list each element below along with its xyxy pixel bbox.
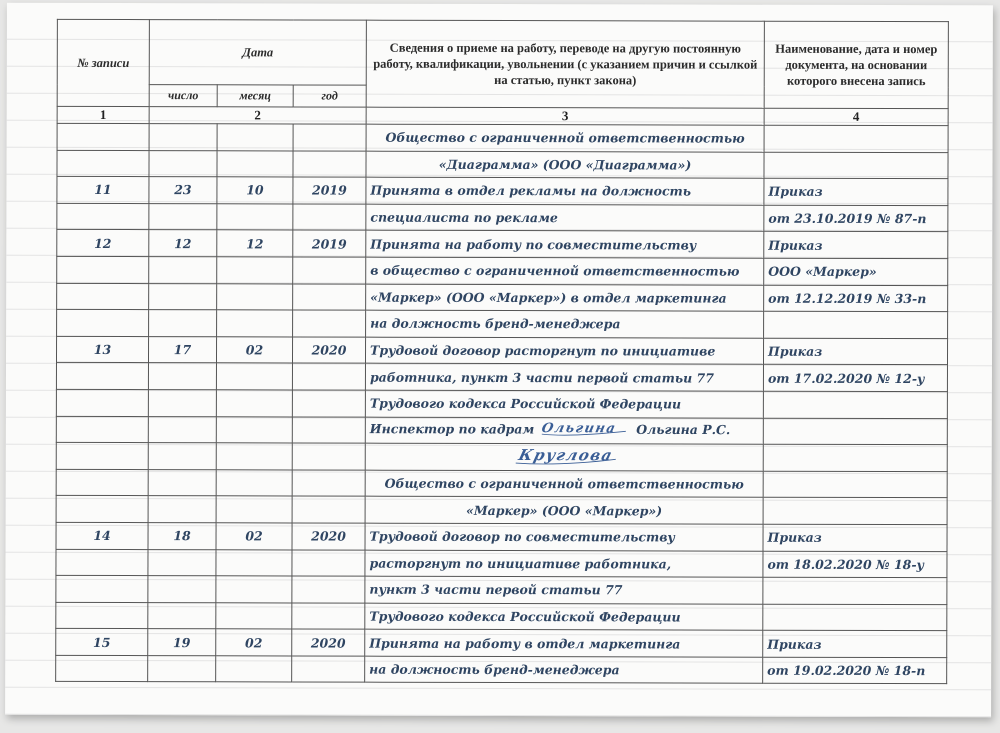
month-cell: 12 xyxy=(217,230,293,257)
table-row xyxy=(56,549,947,578)
table-row xyxy=(56,442,947,471)
header-info: Сведения о приеме на работу, переводе на другую постоянную работу, квалификации, увольнении (с указанием причин и ссылкой на статью, пункт закона) xyxy=(366,20,764,108)
entry-no-cell: 12 xyxy=(57,230,149,257)
entry-no-cell xyxy=(57,309,149,336)
table-row xyxy=(56,363,947,392)
col-number-4: 4 xyxy=(764,108,948,125)
month-cell: 02 xyxy=(216,629,292,656)
document-cell: Приказ xyxy=(763,630,947,657)
header-day: число xyxy=(149,85,217,107)
day-cell xyxy=(148,576,216,603)
day-cell xyxy=(149,203,217,230)
month-cell: 10 xyxy=(217,177,293,204)
work-book-page xyxy=(5,3,993,718)
year-cell xyxy=(293,204,366,231)
month-cell xyxy=(217,310,293,337)
table-row xyxy=(56,336,947,365)
handwritten-signature xyxy=(368,444,761,470)
entry-no-cell xyxy=(56,549,148,576)
table-row xyxy=(56,496,947,525)
table-row xyxy=(56,602,947,631)
day-cell xyxy=(149,257,217,284)
entry-no-cell: 11 xyxy=(57,177,149,204)
entry-no-cell xyxy=(56,602,148,629)
year-cell xyxy=(292,443,365,470)
info-cell: Трудовой договор расторгнут по инициативе xyxy=(365,337,763,365)
year-cell: 2019 xyxy=(293,177,366,204)
document-cell: от 23.10.2019 № 87-п xyxy=(764,205,948,232)
day-cell: 19 xyxy=(148,629,216,656)
header-month: месяц xyxy=(217,85,293,107)
info-cell: Принята на работу по совместительству xyxy=(366,231,764,259)
month-cell xyxy=(216,390,292,417)
col-number-1: 1 xyxy=(57,106,149,123)
day-cell xyxy=(149,150,217,177)
day-cell xyxy=(149,283,217,310)
month-cell xyxy=(216,602,292,629)
document-cell xyxy=(763,471,947,498)
day-cell xyxy=(148,416,216,443)
svg-text:Ольгина: Ольгина xyxy=(540,421,619,437)
year-cell xyxy=(293,284,366,311)
document-cell xyxy=(764,152,948,179)
entry-no-cell xyxy=(56,363,148,390)
entry-no-cell: 15 xyxy=(56,629,148,656)
entry-no-cell xyxy=(57,203,149,230)
info-cell: пункт 3 части первой статьи 77 xyxy=(365,576,763,604)
table-row xyxy=(57,256,948,285)
month-cell xyxy=(217,257,293,284)
document-cell xyxy=(764,311,948,338)
document-cell: Приказ xyxy=(763,524,947,551)
entry-no-cell xyxy=(56,655,148,682)
table-row xyxy=(56,522,947,551)
day-cell xyxy=(148,390,216,417)
document-cell xyxy=(763,418,947,445)
info-cell: расторгнут по инициативе работника, xyxy=(365,550,763,578)
table-row xyxy=(57,309,948,338)
document-cell: ООО «Маркер» xyxy=(764,258,948,285)
document-cell: от 17.02.2020 № 12-у xyxy=(763,365,947,392)
day-cell xyxy=(148,549,216,576)
entry-no-cell xyxy=(57,123,149,150)
info-cell: в общество с ограниченной ответственностью xyxy=(366,257,764,285)
day-cell xyxy=(149,124,217,151)
table-row xyxy=(56,575,947,604)
info-cell: Общество с ограниченной ответственностью xyxy=(366,124,764,152)
year-cell xyxy=(293,257,366,284)
day-cell xyxy=(148,655,216,682)
svg-text:Круглова: Круглова xyxy=(516,446,615,465)
info-cell: специалиста по рекламе xyxy=(366,204,764,232)
month-cell xyxy=(217,124,293,151)
document-cell: Приказ xyxy=(764,178,948,205)
info-text: Инспектор по кадрам xyxy=(369,421,535,437)
col-number-2: 2 xyxy=(149,107,366,125)
info-cell: «Диаграмма» (ООО «Диаграмма») xyxy=(366,151,764,179)
info-cell: Трудового кодекса Российской Федерации xyxy=(365,603,763,631)
day-cell: 23 xyxy=(149,177,217,204)
day-cell: 17 xyxy=(148,336,216,363)
document-cell: Приказ xyxy=(763,338,947,365)
document-cell: Приказ xyxy=(764,232,948,259)
year-cell xyxy=(292,603,365,630)
inspector-name: Ольгина Р.С. xyxy=(636,422,731,438)
entry-no-cell: 14 xyxy=(56,522,148,549)
document-cell xyxy=(764,125,948,152)
year-cell: 2020 xyxy=(292,629,365,656)
info-cell: на должность бренд-менеджера xyxy=(365,656,763,684)
month-cell xyxy=(216,496,292,523)
table-row xyxy=(56,389,947,418)
month-cell xyxy=(217,283,293,310)
header-year: год xyxy=(293,85,366,107)
day-cell xyxy=(149,310,217,337)
table-row xyxy=(57,177,948,206)
entry-no-cell xyxy=(56,575,148,602)
day-cell xyxy=(148,443,216,470)
document-cell xyxy=(763,604,947,631)
month-cell: 02 xyxy=(216,337,292,364)
handwritten-signature xyxy=(540,419,628,441)
month-cell xyxy=(216,576,292,603)
year-cell xyxy=(293,124,366,151)
info-cell: на должность бренд-менеджера xyxy=(366,310,764,338)
year-cell xyxy=(292,470,365,497)
entry-no-cell xyxy=(56,416,148,443)
entry-no-cell xyxy=(56,469,148,496)
info-cell: «Маркер» (ООО «Маркер») в отдел маркетинга xyxy=(366,284,764,312)
entry-no-cell xyxy=(57,150,149,177)
work-record-table xyxy=(55,19,949,685)
month-cell xyxy=(216,549,292,576)
month-cell xyxy=(216,656,292,683)
day-cell: 12 xyxy=(149,230,217,257)
entry-no-cell xyxy=(56,496,148,523)
info-cell xyxy=(365,443,763,471)
day-cell xyxy=(148,496,216,523)
table-row xyxy=(56,629,947,658)
table-row xyxy=(57,150,948,179)
table-row xyxy=(56,416,947,445)
year-cell xyxy=(292,363,365,390)
col-number-3: 3 xyxy=(366,107,764,125)
info-cell xyxy=(365,417,763,445)
month-cell: 02 xyxy=(216,523,292,550)
year-cell xyxy=(293,310,366,337)
year-cell xyxy=(293,151,366,178)
day-cell: 18 xyxy=(148,522,216,549)
header-date: Дата xyxy=(149,20,366,86)
day-cell xyxy=(148,602,216,629)
document-cell: от 18.02.2020 № 18-у xyxy=(763,551,947,578)
document-cell: от 12.12.2019 № 33-п xyxy=(764,285,948,312)
month-cell xyxy=(216,469,292,496)
day-cell xyxy=(148,469,216,496)
table-row xyxy=(57,123,948,152)
year-cell xyxy=(292,390,365,417)
table-row xyxy=(56,469,947,498)
year-cell: 2020 xyxy=(292,337,365,364)
document-cell xyxy=(763,577,947,604)
entry-no-cell: 13 xyxy=(56,336,148,363)
table-row xyxy=(57,230,948,259)
document-cell xyxy=(763,498,947,525)
entry-no-cell xyxy=(57,256,149,283)
table-row xyxy=(57,283,948,312)
table-row xyxy=(57,203,948,232)
info-cell: Принята на работу в отдел маркетинга xyxy=(365,629,763,657)
year-cell xyxy=(292,549,365,576)
info-cell: Общество с ограниченной ответственностью xyxy=(365,470,763,498)
month-cell xyxy=(216,416,292,443)
month-cell xyxy=(216,443,292,470)
info-cell: Трудовой договор по совместительству xyxy=(365,523,763,551)
year-cell: 2019 xyxy=(293,230,366,257)
year-cell xyxy=(292,656,365,683)
document-cell xyxy=(763,391,947,418)
table-row xyxy=(56,655,947,684)
header-entry-no: № записи xyxy=(57,19,149,106)
info-cell: «Маркер» (ООО «Маркер») xyxy=(365,496,763,524)
entry-no-cell xyxy=(56,389,148,416)
document-cell xyxy=(763,444,947,471)
year-cell xyxy=(292,576,365,603)
month-cell xyxy=(217,204,293,231)
entry-no-cell xyxy=(56,442,148,469)
year-cell: 2020 xyxy=(292,523,365,550)
month-cell xyxy=(216,363,292,390)
month-cell xyxy=(217,150,293,177)
document-cell: от 19.02.2020 № 18-п xyxy=(763,657,947,684)
info-cell: Принята в отдел рекламы на должность xyxy=(366,177,764,205)
info-cell: Трудового кодекса Российской Федерации xyxy=(365,390,763,418)
year-cell xyxy=(292,416,365,443)
info-cell: работника, пункт 3 части первой статьи 77 xyxy=(365,363,763,391)
day-cell xyxy=(148,363,216,390)
header-document: Наименование, дата и номер документа, на основании которого внесена запись xyxy=(764,21,948,108)
entry-no-cell xyxy=(57,283,149,310)
year-cell xyxy=(292,496,365,523)
